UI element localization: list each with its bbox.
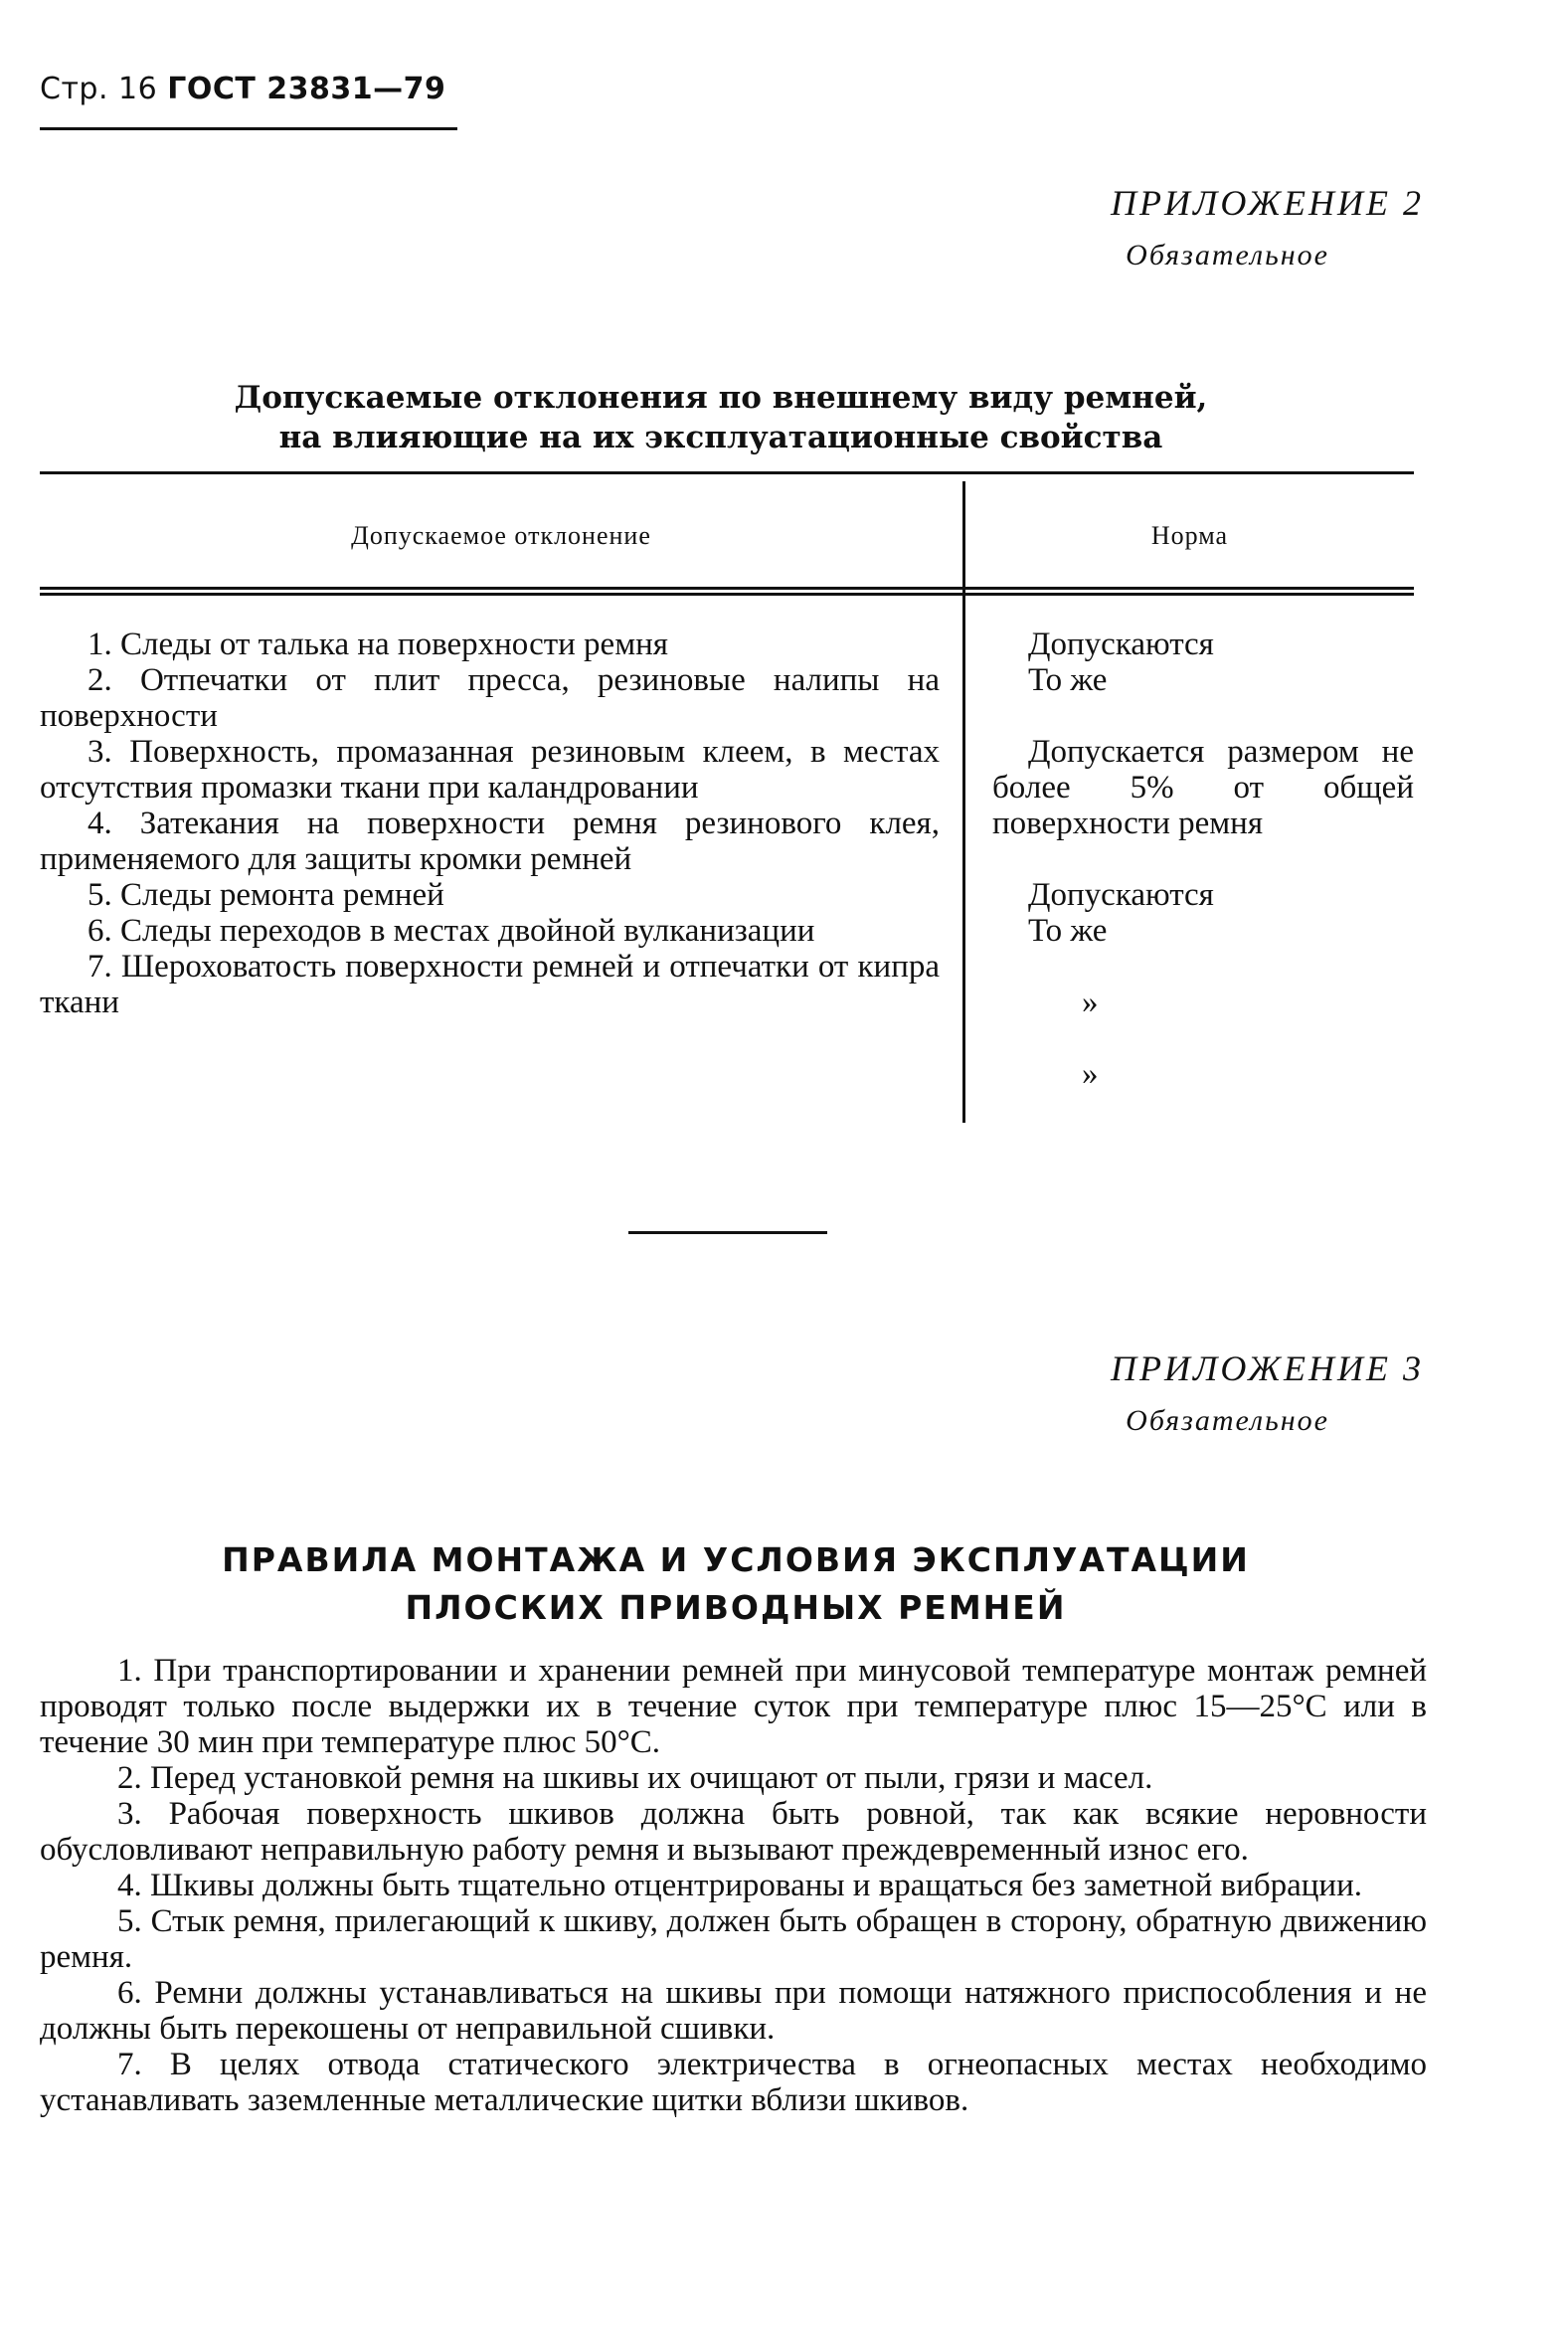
table-title-line-2: на влияющие на их эксплуатационные свойства (278, 420, 1163, 455)
section-title-line-2: ПЛОСКИХ ПРИВОДНЫХ РЕМНЕЙ (405, 1588, 1067, 1627)
table-column-divider (962, 481, 965, 1123)
table-title (40, 378, 1402, 457)
paragraph: 1. При транспортировании и хранении ремней при минусовой температуре монтаж ремней проводят только после выдержки их в течение суток при температуре плюс 15—25°С или в течение 30 мин при температуре плюс 50°С. (40, 1653, 1427, 1760)
table-row-norm: » (1082, 985, 1099, 1020)
appendix-3-label: ПРИЛОЖЕНИЕ 3 (1111, 1348, 1424, 1388)
section-title (40, 1536, 1432, 1632)
table-row-norm: Допускается размером не более 5% от общей поверхности ремня (992, 734, 1414, 841)
table-row-deviation: 6. Следы переходов в местах двойной вулканизации (87, 913, 815, 949)
table-row-deviation: 4. Затекания на поверхности ремня резинового клея, применяемого для защиты кромки ремней (40, 806, 940, 877)
appendix-2-note: Обязательное (1126, 239, 1329, 271)
paragraph: 7. В целях отвода статического электричества в огнеопасных местах необходимо устанавливать заземленные металлические щитки вблизи шкивов. (40, 2047, 1427, 2118)
header-rule (40, 127, 457, 130)
paragraph: 2. Перед установкой ремня на шкивы их очищают от пыли, грязи и масел. (117, 1760, 1153, 1796)
table-row-deviation: 1. Следы от талька на поверхности ремня (87, 627, 668, 662)
table-row-deviation: 3. Поверхность, промазанная резиновым клеем, в местах отсутствия промазки ткани при каландровании (40, 734, 940, 806)
paragraph: 3. Рабочая поверхность шкивов должна быть ровной, так как всякие неровности обусловливают неправильную работу ремня и вызывают преждевременный износ его. (40, 1796, 1427, 1868)
paragraph: 6. Ремни должны устанавливаться на шкивы при помощи натяжного приспособления и не должны быть перекошены от неправильной сшивки. (40, 1975, 1427, 2047)
table-row-deviation: 5. Следы ремонта ремней (87, 877, 444, 913)
deviations-table (40, 471, 1414, 1128)
header-rule-upper (40, 587, 1414, 590)
paragraph: 5. Стык ремня, прилегающий к шкиву, должен быть обращен в сторону, обратную движению ремня. (40, 1903, 1427, 1975)
table-row-norm: Допускаются (1028, 627, 1214, 662)
section-title-line-1: ПРАВИЛА МОНТАЖА И УСЛОВИЯ ЭКСПЛУАТАЦИИ (222, 1540, 1250, 1579)
table-title-line-1: Допускаемые отклонения по внешнему виду ремней, (234, 380, 1208, 416)
deviation-column (40, 627, 940, 1020)
table-row-norm: Допускаются (1028, 877, 1214, 913)
header-rule-lower (40, 593, 1414, 596)
table-row-norm: То же (1028, 913, 1108, 949)
section-separator (628, 1231, 827, 1234)
paragraph: 4. Шкивы должны быть тщательно отцентрированы и вращаться без заметной вибрации. (117, 1868, 1363, 1903)
rules-text (40, 1653, 1427, 2118)
appendix-2-label: ПРИЛОЖЕНИЕ 2 (1111, 183, 1424, 223)
table-row-norm: То же (1028, 662, 1108, 698)
standard-code: ГОСТ 23831—79 (167, 72, 446, 106)
table-row-deviation: 7. Шероховатость поверхности ремней и отпечатки от кипра ткани (40, 949, 940, 1020)
header-norm: Норма (1150, 521, 1229, 550)
page-header (40, 72, 445, 106)
table-row-norm: » (1082, 1056, 1099, 1092)
page-number: Стр. 16 (40, 72, 158, 106)
table-top-rule (40, 471, 1414, 474)
table-row-deviation: 2. Отпечатки от плит пресса, резиновые налипы на поверхности (40, 662, 940, 734)
appendix-3-note: Обязательное (1126, 1404, 1329, 1437)
header-deviation: Допускаемое отклонение (351, 521, 651, 550)
